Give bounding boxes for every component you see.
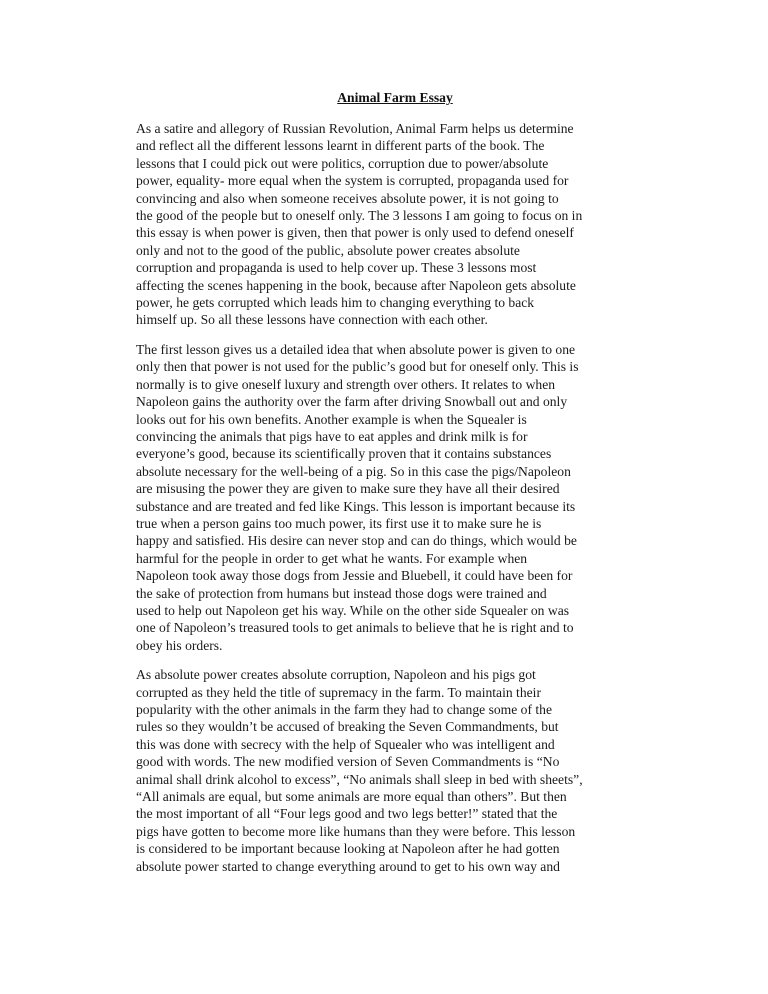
text-line: the good of the people but to oneself only. The 3 lessons I am going to focus on in <box>136 208 583 224</box>
text-line: power, equality- more equal when the system is corrupted, propaganda used for <box>136 173 569 189</box>
text-line: affecting the scenes happening in the book, because after Napoleon gets absolute <box>136 277 576 293</box>
text-line: pigs have gotten to become more like humans than they were before. This lesson <box>136 823 576 839</box>
text-line: and reflect all the different lessons learnt in different parts of the book. The <box>136 138 545 154</box>
text-line: this essay is when power is given, then that power is only used to defend oneself <box>136 225 574 241</box>
text-line: are misusing the power they are given to make sure they have all their desired <box>136 481 560 497</box>
text-line: substance and are treated and fed like Kings. This lesson is important because its <box>136 498 576 514</box>
text-line: rules so they wouldn’t be accused of breaking the Seven Commandments, but <box>136 719 559 735</box>
essay-title: Animal Farm Essay <box>337 90 453 105</box>
text-line: Napoleon took away those dogs from Jessie and Bluebell, it could have been for <box>136 568 573 584</box>
text-line: the sake of protection from humans but instead those dogs were trained and <box>136 585 547 601</box>
text-line: this was done with secrecy with the help of Squealer who was intelligent and <box>136 736 555 752</box>
text-line: popularity with the other animals in the farm they had to change some of the <box>136 702 553 717</box>
essay-body <box>136 120 656 887</box>
text-line: As a satire and allegory of Russian Revolution, Animal Farm helps us determine <box>136 121 574 136</box>
text-line: happy and satisfied. His desire can never stop and can do things, which would be <box>136 533 577 549</box>
text-line: absolute power started to change everything around to get to his own way and <box>136 858 560 874</box>
text-line: Napoleon gains the authority over the farm after driving Snowball out and only <box>136 394 568 410</box>
paragraph <box>136 341 656 654</box>
text-line: “All animals are equal, but some animals are more equal than others”. But then <box>136 789 567 805</box>
text-line: looks out for his own benefits. Another example is when the Squealer is <box>136 411 527 427</box>
text-line: is considered to be important because looking at Napoleon after he had gotten <box>136 841 560 857</box>
text-line: the most important of all “Four legs good and two legs better!” stated that the <box>136 806 558 822</box>
text-line: convincing and also when someone receives absolute power, it is not going to <box>136 190 559 206</box>
text-line: animal shall drink alcohol to excess”, “No animals shall sleep in bed with sheets”, <box>136 771 583 787</box>
text-line: corrupted as they held the title of supremacy in the farm. To maintain their <box>136 684 541 700</box>
text-line: absolute necessary for the well-being of a pig. So in this case the pigs/Napoleon <box>136 463 571 479</box>
paragraph <box>136 120 656 329</box>
text-line: lessons that I could pick out were politics, corruption due to power/absolute <box>136 155 549 171</box>
text-line: himself up. So all these lessons have connection with each other. <box>136 312 488 328</box>
paragraph <box>136 666 656 875</box>
text-line: power, he gets corrupted which leads him to changing everything to back <box>136 295 535 311</box>
text-line: only and not to the good of the public, absolute power creates absolute <box>136 242 520 258</box>
text-line: The first lesson gives us a detailed idea that when absolute power is given to one <box>136 341 576 357</box>
text-line: only then that power is not used for the public’s good but for oneself only. This is <box>136 359 579 375</box>
text-line: normally is to give oneself luxury and strength over others. It relates to when <box>136 376 556 392</box>
text-line: one of Napoleon’s treasured tools to get animals to believe that he is right and to <box>136 620 574 636</box>
text-line: convincing the animals that pigs have to eat apples and drink milk is for <box>136 428 528 444</box>
text-line: true when a person gains too much power, its first use it to make sure he is <box>136 515 542 531</box>
text-line: As absolute power creates absolute corruption, Napoleon and his pigs got <box>136 667 536 683</box>
text-line: used to help out Napoleon get his way. While on the other side Squealer on was <box>136 602 570 618</box>
text-line: obey his orders. <box>136 637 223 653</box>
text-line: everyone’s good, because its scientifically proven that it contains substances <box>136 446 552 462</box>
text-line: good with words. The new modified version of Seven Commandments is “No <box>136 754 560 770</box>
text-line: corruption and propaganda is used to help cover up. These 3 lessons most <box>136 260 537 276</box>
text-line: harmful for the people in order to get what he wants. For example when <box>136 550 528 566</box>
